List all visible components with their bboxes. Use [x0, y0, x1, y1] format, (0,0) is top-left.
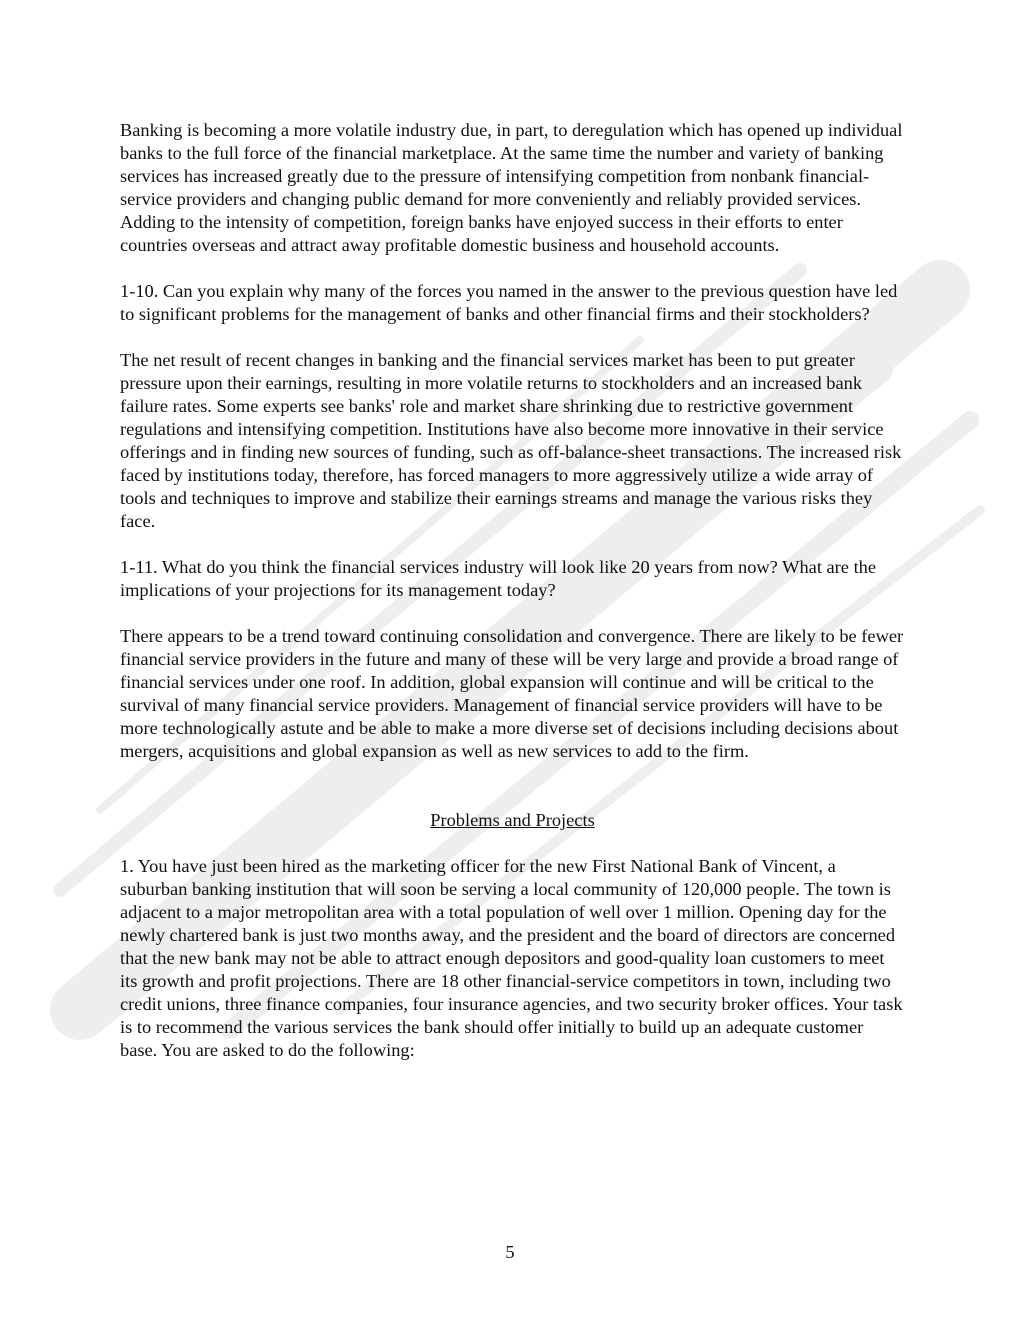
question-1-10: 1-10. Can you explain why many of the forces you named in the answer to the previous question have led to significant problems for the management of banks and other financial firms and their stockholders?: [120, 281, 898, 324]
page-content: [120, 119, 905, 1062]
question-1-11: 1-11. What do you think the financial services industry will look like 20 years from now? What are the implications of your projections for its management today?: [120, 557, 877, 600]
page-number: 5: [505, 1242, 515, 1262]
answer-1-10: The net result of recent changes in banking and the financial services market has been to put greater pressure upon their earnings, resulting in more volatile returns to stockholders and an increased bank failure rates. Some experts see banks' role and market share shrinking due to restrictive government regulations and intensifying competition. Institutions have also become more innovative in their service offerings and in finding new sources of funding, such as off-balance-sheet transactions. The increased risk faced by institutions today, therefore, has forced managers to more aggressively utilize a wide array of tools and techniques to improve and stabilize their earnings streams and manage the various risks they face.: [120, 350, 902, 531]
answer-1-11: There appears to be a trend toward continuing consolidation and convergence. There are likely to be fewer financial service providers in the future and many of these will be very large and provide a broad range of financial services under one roof. In addition, global expansion will continue and will be critical to the survival of many financial service providers. Management of financial service providers will have to be more technologically astute and be able to make a more diverse set of decisions including decisions about mergers, acquisitions and global expansion as well as new services to add to the firm.: [120, 626, 904, 761]
paragraph-deregulation: Banking is becoming a more volatile industry due, in part, to deregulation which has opened up individual banks to the full force of the financial marketplace. At the same time the number and variety of banking services has increased greatly due to the pressure of intensifying competition from nonbank financial-service providers and changing public demand for more conveniently and reliably provided services. Adding to the intensity of competition, foreign banks have enjoyed success in their efforts to enter countries overseas and attract away profitable domestic business and household accounts.: [120, 120, 903, 255]
section-heading-problems-projects: Problems and Projects: [430, 810, 595, 830]
problem-1: 1. You have just been hired as the marketing officer for the new First National Bank of Vincent, a suburban banking institution that will soon be serving a local community of 120,000 people. The town is adjacent to a major metropolitan area with a total population of well over 1 million. Opening day for the newly chartered bank is just two months away, and the president and the board of directors are concerned that the new bank may not be able to attract enough depositors and good-quality loan customers to meet its growth and profit projections. There are 18 other financial-service competitors in town, including two credit unions, three finance companies, four insurance agencies, and two security broker offices. Your task is to recommend the various services the bank should offer initially to build up an adequate customer base. You are asked to do the following:: [120, 856, 903, 1060]
